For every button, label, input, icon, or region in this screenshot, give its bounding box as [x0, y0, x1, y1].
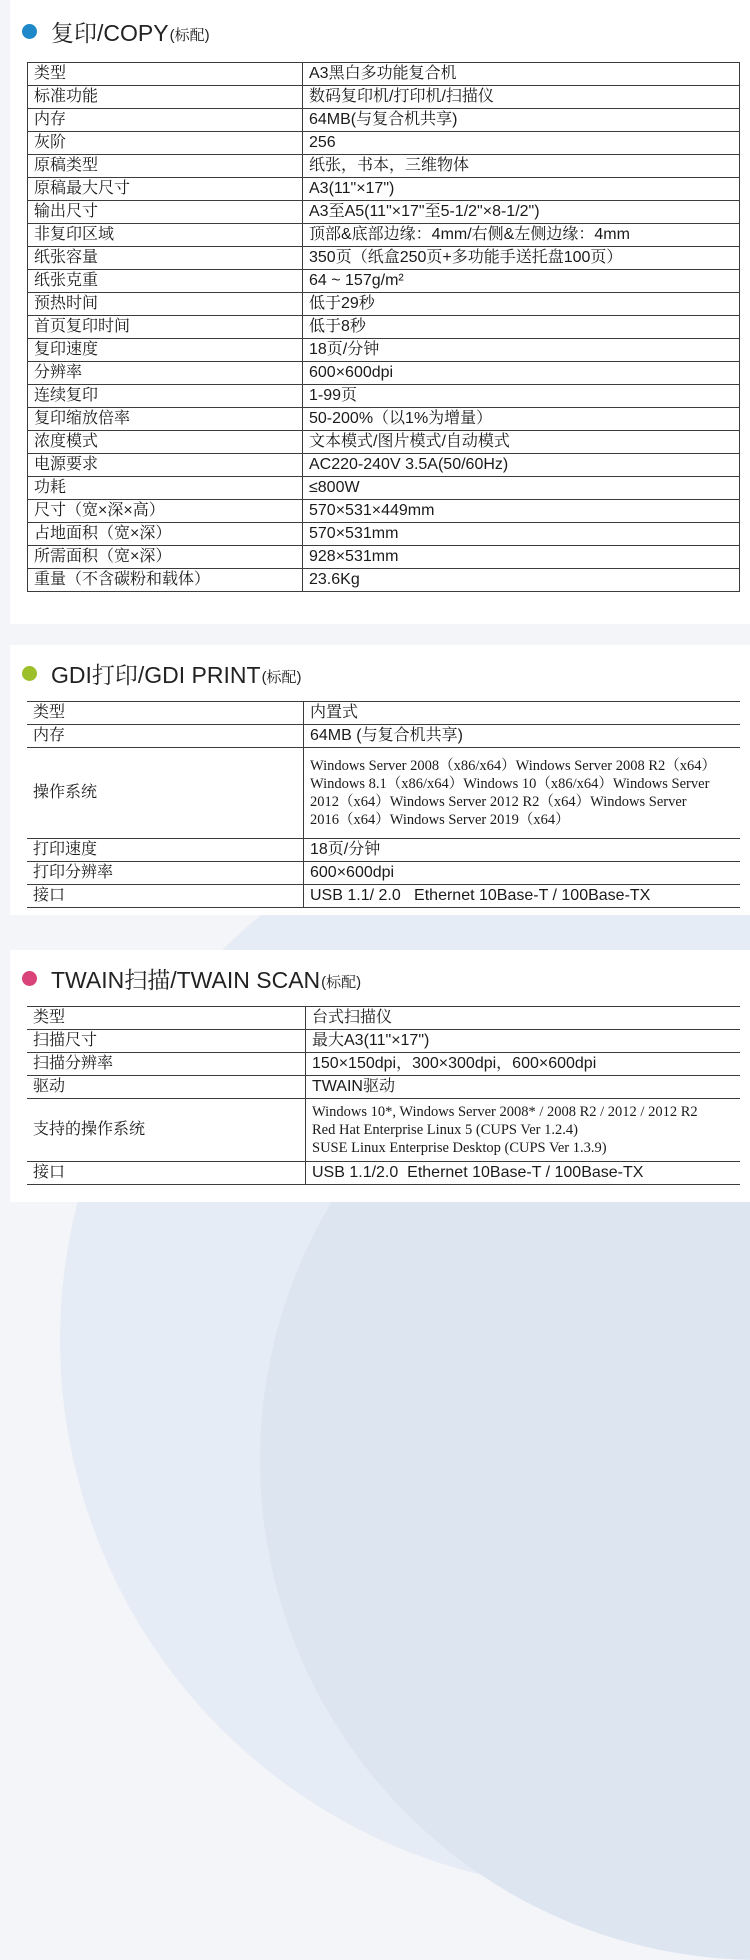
spec-value: USB 1.1/ 2.0 Ethernet 10Base-T / 100Base-TX — [304, 885, 741, 908]
spec-label: 驱动 — [27, 1076, 306, 1099]
spec-label: 分辨率 — [28, 362, 303, 385]
spec-value: 1-99页 — [303, 385, 740, 408]
blue-dot-icon — [22, 24, 37, 39]
spec-label: 扫描分辨率 — [27, 1053, 306, 1076]
spec-value: 数码复印机/打印机/扫描仪 — [303, 86, 740, 109]
table-row — [27, 1099, 740, 1162]
spec-label: 首页复印时间 — [28, 316, 303, 339]
spec-value-os-list — [306, 1099, 741, 1162]
twain-section — [10, 950, 750, 1202]
copy-section-title-suffix: (标配) — [169, 26, 210, 44]
spec-label: 类型 — [28, 63, 303, 86]
spec-value: 600×600dpi — [303, 362, 740, 385]
spec-label: 浓度模式 — [28, 431, 303, 454]
table-row — [27, 1162, 740, 1185]
spec-label: 纸张克重 — [28, 270, 303, 293]
gdi-section-title-suffix: (标配) — [261, 668, 302, 686]
gdi-spec-table — [27, 701, 740, 908]
os-line: 2012（x64）Windows Server 2012 R2（x64）Windows Server — [310, 794, 687, 810]
table-row — [27, 1053, 740, 1076]
twain-section-title: TWAIN扫描/TWAIN SCAN — [51, 966, 321, 993]
gdi-section-title: GDI打印/GDI PRINT — [51, 661, 261, 688]
table-row — [28, 109, 740, 132]
spec-label: 打印分辨率 — [27, 862, 304, 885]
spec-label: 复印速度 — [28, 339, 303, 362]
copy-section — [10, 0, 750, 624]
table-row — [28, 408, 740, 431]
spec-label: 功耗 — [28, 477, 303, 500]
spec-value: 64MB(与复合机共享) — [303, 109, 740, 132]
os-line: SUSE Linux Enterprise Desktop (CUPS Ver 1.3.9) — [312, 1140, 607, 1156]
spec-label: 复印缩放倍率 — [28, 408, 303, 431]
spec-label: 电源要求 — [28, 454, 303, 477]
spec-label: 纸张容量 — [28, 247, 303, 270]
spec-label: 类型 — [27, 1007, 306, 1030]
table-row — [28, 523, 740, 546]
spec-label: 内存 — [28, 109, 303, 132]
spec-label: 打印速度 — [27, 839, 304, 862]
table-row — [27, 725, 740, 748]
spec-value: 928×531mm — [303, 546, 740, 569]
gdi-section — [10, 645, 750, 915]
os-line: 2016（x64）Windows Server 2019（x64） — [310, 812, 570, 828]
spec-value: 150×150dpi，300×300dpi，600×600dpi — [306, 1053, 741, 1076]
twain-section-header — [10, 950, 750, 1006]
spec-value: 64 ~ 157g/m² — [303, 270, 740, 293]
spec-label: 原稿类型 — [28, 155, 303, 178]
spec-label: 尺寸（宽×深×高） — [28, 500, 303, 523]
spec-label: 扫描尺寸 — [27, 1030, 306, 1053]
spec-value: 570×531×449mm — [303, 500, 740, 523]
table-row — [27, 1007, 740, 1030]
table-row — [27, 748, 740, 839]
spec-value: 64MB (与复合机共享) — [304, 725, 741, 748]
table-row — [28, 500, 740, 523]
spec-label: 所需面积（宽×深） — [28, 546, 303, 569]
table-row — [28, 132, 740, 155]
twain-spec-table — [27, 1006, 740, 1185]
spec-value: 570×531mm — [303, 523, 740, 546]
table-row — [28, 178, 740, 201]
spec-value: 600×600dpi — [304, 862, 741, 885]
table-row — [27, 1030, 740, 1053]
table-row — [28, 201, 740, 224]
spec-label: 操作系统 — [27, 748, 304, 839]
spec-label: 预热时间 — [28, 293, 303, 316]
spec-value: ≤800W — [303, 477, 740, 500]
table-row — [27, 1076, 740, 1099]
spec-value: 23.6Kg — [303, 569, 740, 592]
spec-value: TWAIN驱动 — [306, 1076, 741, 1099]
table-row — [28, 293, 740, 316]
table-row — [28, 569, 740, 592]
table-row — [27, 839, 740, 862]
spec-label: 原稿最大尺寸 — [28, 178, 303, 201]
os-line: Windows Server 2008（x86/x64）Windows Server 2008 R2（x64） — [310, 758, 717, 774]
spec-label: 输出尺寸 — [28, 201, 303, 224]
green-dot-icon — [22, 666, 37, 681]
table-row — [28, 362, 740, 385]
spec-value: 内置式 — [304, 702, 741, 725]
spec-label: 支持的操作系统 — [27, 1099, 306, 1162]
spec-label: 连续复印 — [28, 385, 303, 408]
spec-value: 顶部&底部边缘：4mm/右侧&左侧边缘：4mm — [303, 224, 740, 247]
spec-value: 纸张，书本，三维物体 — [303, 155, 740, 178]
spec-value: AC220-240V 3.5A(50/60Hz) — [303, 454, 740, 477]
table-row — [28, 316, 740, 339]
spec-label: 灰阶 — [28, 132, 303, 155]
spec-value-os-list — [304, 748, 741, 839]
spec-label: 接口 — [27, 885, 304, 908]
table-row — [28, 546, 740, 569]
spec-label: 接口 — [27, 1162, 306, 1185]
table-row — [27, 702, 740, 725]
copy-spec-table — [27, 62, 740, 592]
spec-value: 256 — [303, 132, 740, 155]
table-row — [28, 270, 740, 293]
spec-value: 18页/分钟 — [304, 839, 741, 862]
spec-value: A3至A5(11"×17"至5-1/2"×8-1/2") — [303, 201, 740, 224]
spec-label: 标准功能 — [28, 86, 303, 109]
table-row — [28, 63, 740, 86]
table-row — [28, 155, 740, 178]
spec-value: 低于8秒 — [303, 316, 740, 339]
spec-value: 文本模式/图片模式/自动模式 — [303, 431, 740, 454]
spec-value: 18页/分钟 — [303, 339, 740, 362]
pink-dot-icon — [22, 971, 37, 986]
table-row — [27, 862, 740, 885]
copy-section-title: 复印/COPY — [51, 19, 169, 46]
table-row — [28, 477, 740, 500]
spec-value: 350页（纸盒250页+多功能手送托盘100页） — [303, 247, 740, 270]
table-row — [28, 454, 740, 477]
spec-label: 非复印区域 — [28, 224, 303, 247]
table-row — [28, 431, 740, 454]
spec-label: 内存 — [27, 725, 304, 748]
os-line: Windows 8.1（x86/x64）Windows 10（x86/x64）Windows Server — [310, 776, 710, 792]
os-line: Windows 10*, Windows Server 2008* / 2008 R2 / 2012 / 2012 R2 — [312, 1104, 698, 1120]
table-row — [28, 247, 740, 270]
spec-label: 类型 — [27, 702, 304, 725]
copy-section-header — [10, 0, 750, 62]
gdi-section-header — [10, 645, 750, 701]
spec-value: 50-200%（以1%为增量） — [303, 408, 740, 431]
spec-label: 重量（不含碳粉和载体） — [28, 569, 303, 592]
spec-value: A3(11"×17") — [303, 178, 740, 201]
spec-label: 占地面积（宽×深） — [28, 523, 303, 546]
spec-value: A3黑白多功能复合机 — [303, 63, 740, 86]
table-row — [28, 86, 740, 109]
spec-value: 台式扫描仪 — [306, 1007, 741, 1030]
twain-section-title-suffix: (标配) — [321, 973, 362, 991]
os-line: Red Hat Enterprise Linux 5 (CUPS Ver 1.2.4) — [312, 1122, 578, 1138]
spec-value: USB 1.1/2.0 Ethernet 10Base-T / 100Base-TX — [306, 1162, 741, 1185]
table-row — [28, 385, 740, 408]
spec-value: 最大A3(11"×17") — [306, 1030, 741, 1053]
table-row — [28, 224, 740, 247]
spec-value: 低于29秒 — [303, 293, 740, 316]
table-row — [28, 339, 740, 362]
table-row — [27, 885, 740, 908]
